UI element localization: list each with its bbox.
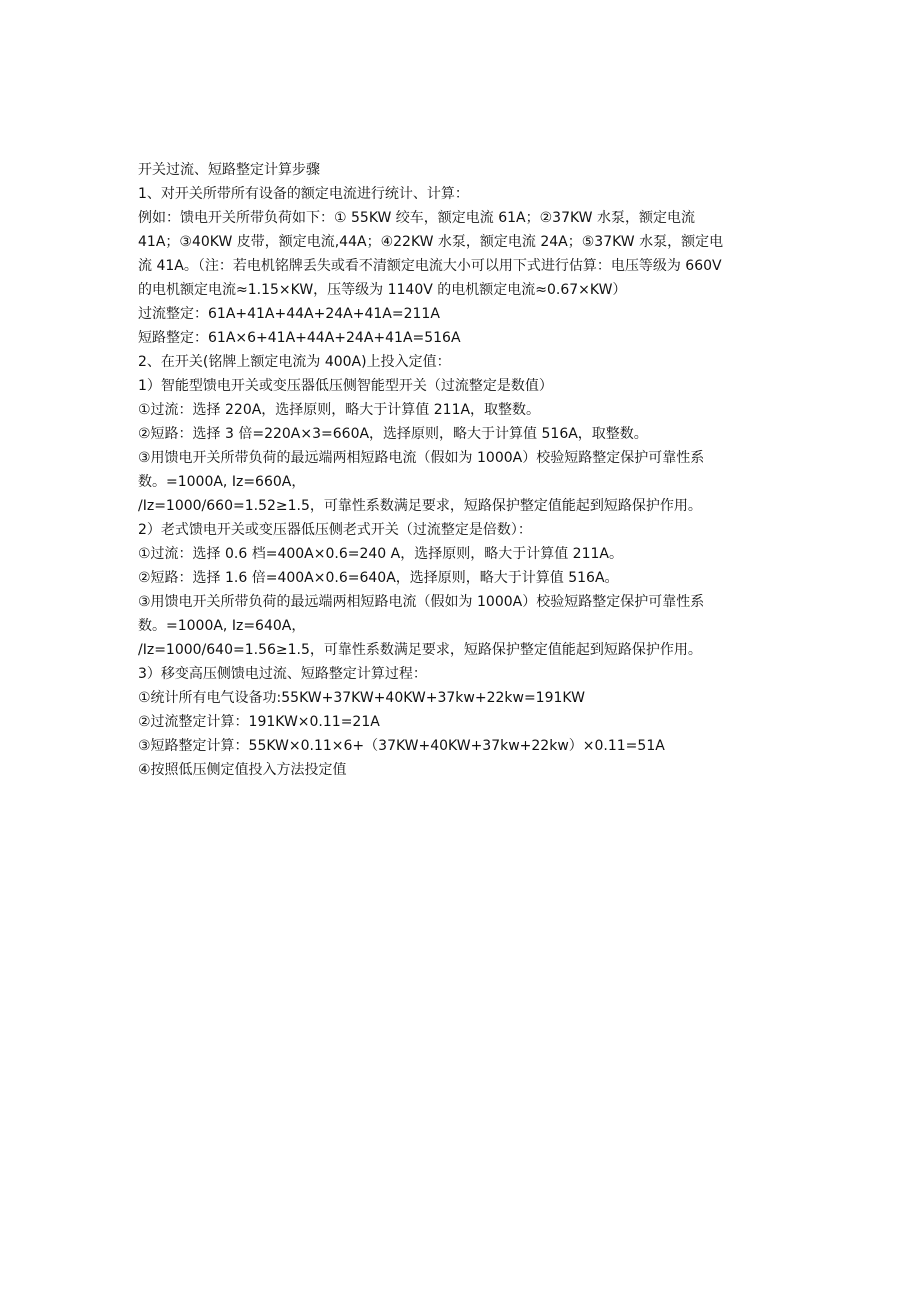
smart-short-circuit-line: ②短路：选择 3 倍=220A×3=660A，选择原则，略大于计算值 516A，取整数。: [138, 426, 648, 442]
smart-switch-heading: 1）智能型馈电开关或变压器低压侧智能型开关（过流整定是数值）: [138, 378, 553, 394]
old-switch-heading: 2）老式馈电开关或变压器低压侧老式开关（过流整定是倍数）：: [138, 522, 532, 538]
final-step-line: ④按照低压侧定值投入方法投定值: [138, 762, 347, 778]
hv-short-circuit-line: ③短路整定计算：55KW×0.11×6+（37KW+40KW+37kw+22kw）×0.11=51A: [138, 738, 665, 754]
old-check-line: ③用馈电开关所带负荷的最远端两相短路电流（假如为 1000A）校验短路整定保护可靠性系: [138, 594, 705, 610]
old-check-line: 数。=1000A, Iz=640A，: [138, 618, 306, 634]
short-circuit-setting-line: 短路整定：61A×6+41A+44A+24A+41A=516A: [138, 330, 461, 346]
example-line: 41A；③40KW 皮带，额定电流,44A；④22KW 水泵，额定电流 24A；⑤37KW 水泵，额定电: [138, 234, 724, 250]
example-line: 例如：馈电开关所带负荷如下：① 55KW 绞车，额定电流 61A；②37KW 水泵，额定电流: [138, 210, 695, 226]
mobile-transformer-heading: 3）移变高压侧馈电过流、短路整定计算过程：: [138, 666, 427, 682]
smart-check-line: 数。=1000A, Iz=660A，: [138, 474, 306, 490]
step-1-heading: 1、对开关所带所有设备的额定电流进行统计、计算：: [138, 186, 469, 202]
smart-check-line: ③用馈电开关所带负荷的最远端两相短路电流（假如为 1000A）校验短路整定保护可靠性系: [138, 450, 705, 466]
hv-overcurrent-line: ②过流整定计算：191KW×0.11=21A: [138, 714, 380, 730]
power-total-line: ①统计所有电气设备功:55KW+37KW+40KW+37kw+22kw=191KW: [138, 690, 585, 706]
old-overcurrent-line: ①过流：选择 0.6 档=400A×0.6=240 A，选择原则，略大于计算值 211A。: [138, 546, 623, 562]
smart-overcurrent-line: ①过流：选择 220A，选择原则，略大于计算值 211A，取整数。: [138, 402, 541, 418]
note-line: 流 41A。（注：若电机铭牌丢失或看不清额定电流大小可以用下式进行估算：电压等级为 660V: [138, 258, 722, 274]
old-check-result-line: /Iz=1000/640=1.56≥1.5，可靠性系数满足要求，短路保护整定值能起到短路保护作用。: [138, 642, 702, 658]
overcurrent-setting-line: 过流整定：61A+41A+44A+24A+41A=211A: [138, 306, 440, 322]
document-title: 开关过流、短路整定计算步骤: [138, 162, 320, 178]
document-body: [138, 158, 788, 782]
old-short-circuit-line: ②短路：选择 1.6 倍=400A×0.6=640A，选择原则，略大于计算值 516A。: [138, 570, 619, 586]
step-2-heading: 2、在开关(铭牌上额定电流为 400A)上投入定值：: [138, 354, 451, 370]
smart-check-result-line: /Iz=1000/660=1.52≥1.5，可靠性系数满足要求，短路保护整定值能起到短路保护作用。: [138, 498, 702, 514]
note-line: 的电机额定电流≈1.15×KW，压等级为 1140V 的电机额定电流≈0.67×KW）: [138, 282, 627, 298]
